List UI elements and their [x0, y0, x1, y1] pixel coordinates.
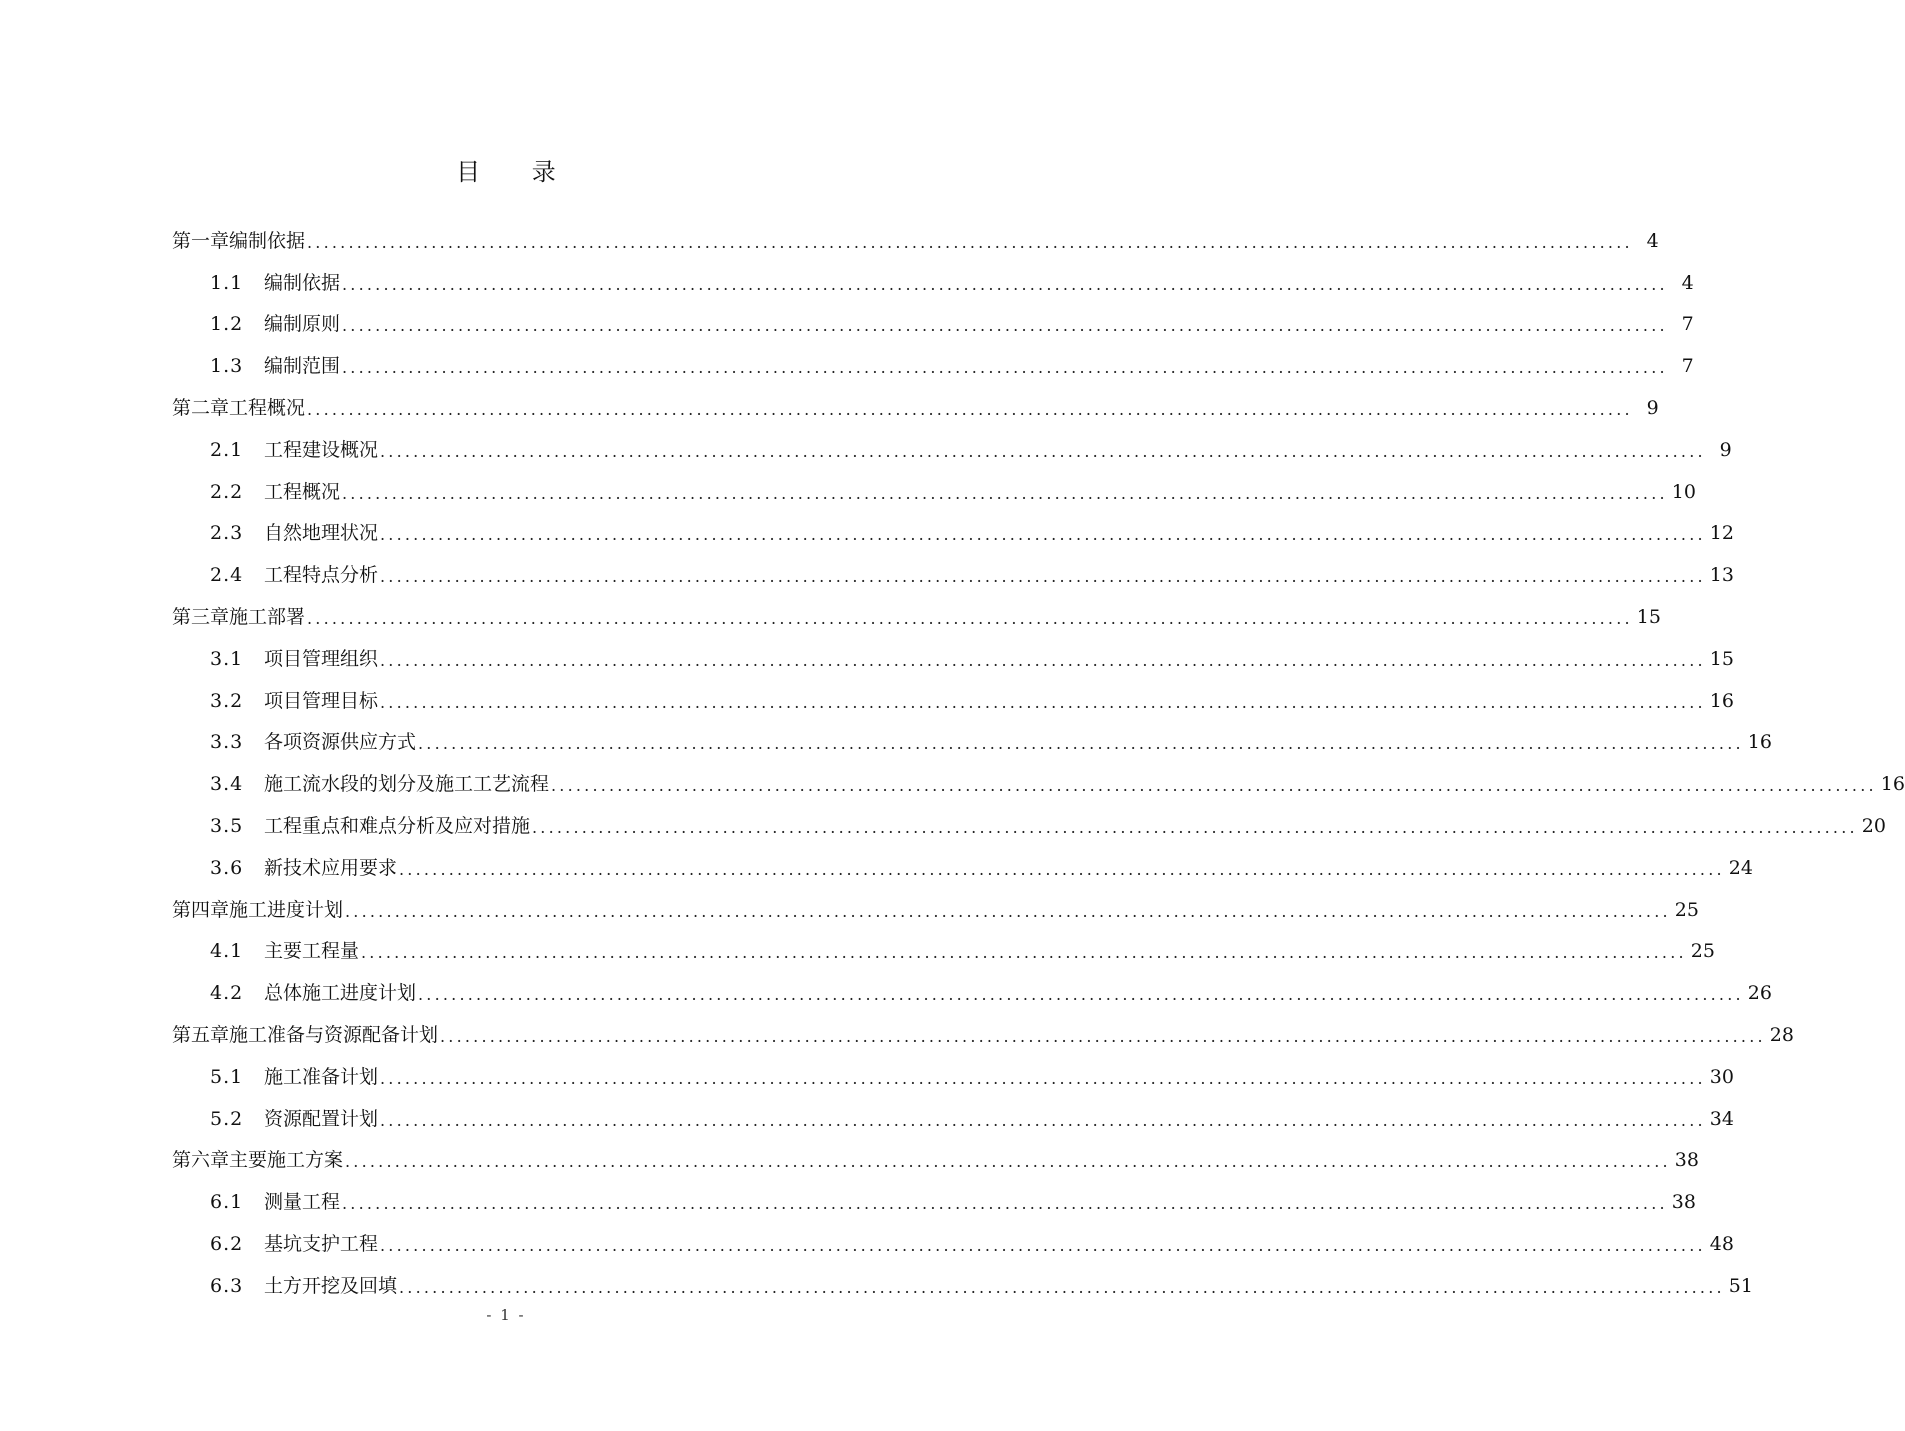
toc-entry-title: 新技术应用要求 — [264, 856, 398, 879]
toc-leader-dots: ................................................................................................................................................................ — [399, 1277, 1725, 1297]
toc-entry-page: 16 — [1709, 689, 1734, 712]
toc-entry-title: 工程重点和难点分析及应对措施 — [264, 815, 531, 838]
toc-entry-page: 15 — [1709, 647, 1734, 670]
toc-entry-title: 工程建设概况 — [264, 438, 379, 461]
toc-entry-chapter[interactable] — [172, 220, 1659, 262]
toc-entry-page: 12 — [1709, 522, 1734, 545]
toc-entry-number: 4.1 — [210, 940, 244, 963]
toc-entry-title: 编制范围 — [264, 355, 341, 378]
toc-entry-number: 6.3 — [210, 1274, 244, 1297]
table-of-contents — [172, 220, 1905, 1307]
toc-entry-section[interactable] — [172, 805, 1886, 847]
toc-leader-dots: ................................................................................................................................................................ — [380, 1110, 1706, 1130]
toc-entry-title: 编制依据 — [264, 271, 341, 294]
toc-leader-dots: ................................................................................................................................................................ — [418, 985, 1744, 1005]
toc-entry-section[interactable] — [172, 471, 1696, 513]
toc-entry-number: 6.2 — [210, 1233, 244, 1256]
toc-entry-number: 3.5 — [210, 815, 244, 838]
toc-entry-title: 施工流水段的划分及施工工艺流程 — [264, 773, 550, 796]
toc-entry-number: 2.1 — [210, 438, 244, 461]
toc-entry-page: 9 — [1719, 438, 1732, 461]
toc-entry-number: 3.2 — [210, 689, 244, 712]
toc-entry-number: 2.3 — [210, 522, 244, 545]
toc-entry-title: 施工准备计划 — [264, 1065, 379, 1088]
toc-entry-page: 38 — [1674, 1149, 1699, 1172]
toc-entry-page: 16 — [1880, 773, 1905, 796]
toc-entry-section[interactable] — [172, 972, 1772, 1014]
toc-leader-dots: ................................................................................................................................................................ — [307, 609, 1633, 629]
toc-entry-page: 24 — [1728, 856, 1753, 879]
toc-entry-number: 3.6 — [210, 856, 244, 879]
toc-entry-section[interactable] — [172, 345, 1694, 387]
toc-entry-chapter[interactable] — [172, 1140, 1699, 1182]
toc-leader-dots: ................................................................................................................................................................ — [380, 525, 1706, 545]
toc-entry-section[interactable] — [172, 638, 1734, 680]
toc-entry-number: 1.3 — [210, 355, 244, 378]
toc-entry-title: 第一章编制依据 — [172, 229, 306, 252]
toc-entry-number: 3.4 — [210, 773, 244, 796]
toc-leader-dots: ................................................................................................................................................................ — [418, 734, 1744, 754]
toc-entry-page: 4 — [1681, 271, 1694, 294]
toc-entry-section[interactable] — [172, 1181, 1696, 1223]
toc-entry-number: 5.1 — [210, 1065, 244, 1088]
toc-entry-number: 4.2 — [210, 982, 244, 1005]
toc-entry-number: 2.2 — [210, 480, 244, 503]
toc-entry-title: 自然地理状况 — [264, 522, 379, 545]
toc-leader-dots: ................................................................................................................................................................ — [380, 1068, 1706, 1088]
toc-entry-title: 第二章工程概况 — [172, 397, 306, 420]
toc-entry-page: 25 — [1674, 898, 1699, 921]
toc-entry-page: 26 — [1747, 982, 1772, 1005]
toc-leader-dots: ................................................................................................................................................................ — [361, 943, 1687, 963]
toc-entry-number: 3.3 — [210, 731, 244, 754]
toc-entry-title: 第四章施工进度计划 — [172, 898, 344, 921]
toc-entry-title: 主要工程量 — [264, 940, 360, 963]
toc-entry-chapter[interactable] — [172, 387, 1659, 429]
toc-entry-title: 资源配置计划 — [264, 1107, 379, 1130]
toc-leader-dots: ................................................................................................................................................................ — [532, 818, 1858, 838]
toc-entry-page: 51 — [1728, 1274, 1753, 1297]
toc-entry-section[interactable] — [172, 722, 1772, 764]
toc-entry-page: 4 — [1646, 229, 1659, 252]
toc-entry-page: 28 — [1769, 1024, 1794, 1047]
toc-entry-section[interactable] — [172, 513, 1734, 555]
toc-entry-number: 1.1 — [210, 271, 244, 294]
toc-entry-section[interactable] — [172, 1223, 1734, 1265]
toc-entry-title: 工程特点分析 — [264, 564, 379, 587]
toc-entry-section[interactable] — [172, 554, 1734, 596]
toc-leader-dots: ................................................................................................................................................................ — [345, 1152, 1671, 1172]
toc-entry-title: 编制原则 — [264, 313, 341, 336]
toc-entry-section[interactable] — [172, 680, 1734, 722]
toc-leader-dots: ................................................................................................................................................................ — [380, 1236, 1706, 1256]
toc-entry-page: 15 — [1636, 606, 1661, 629]
page-title: 目 录 — [456, 158, 578, 186]
toc-leader-dots: ................................................................................................................................................................ — [307, 400, 1633, 420]
toc-leader-dots: ................................................................................................................................................................ — [307, 232, 1633, 252]
toc-entry-title: 第三章施工部署 — [172, 606, 306, 629]
toc-leader-dots: ................................................................................................................................................................ — [380, 692, 1706, 712]
toc-leader-dots: ................................................................................................................................................................ — [342, 483, 1668, 503]
toc-entry-page: 30 — [1709, 1065, 1734, 1088]
toc-leader-dots: ................................................................................................................................................................ — [380, 650, 1706, 670]
toc-entry-number: 1.2 — [210, 313, 244, 336]
toc-entry-chapter[interactable] — [172, 889, 1699, 931]
toc-entry-page: 48 — [1709, 1233, 1734, 1256]
toc-entry-title: 基坑支护工程 — [264, 1233, 379, 1256]
toc-entry-section[interactable] — [172, 763, 1905, 805]
toc-entry-title: 第五章施工准备与资源配备计划 — [172, 1024, 439, 1047]
toc-leader-dots: ................................................................................................................................................................ — [380, 567, 1706, 587]
page-number-footer: - 1 - — [486, 1306, 526, 1324]
toc-entry-title: 项目管理目标 — [264, 689, 379, 712]
toc-entry-number: 5.2 — [210, 1107, 244, 1130]
toc-entry-number: 3.1 — [210, 647, 244, 670]
toc-leader-dots: ................................................................................................................................................................ — [380, 441, 1706, 461]
toc-entry-title: 总体施工进度计划 — [264, 982, 417, 1005]
toc-entry-page: 9 — [1646, 397, 1659, 420]
toc-leader-dots: ................................................................................................................................................................ — [342, 316, 1668, 336]
toc-entry-page: 25 — [1690, 940, 1715, 963]
toc-entry-title: 测量工程 — [264, 1191, 341, 1214]
toc-entry-title: 第六章主要施工方案 — [172, 1149, 344, 1172]
toc-entry-title: 各项资源供应方式 — [264, 731, 417, 754]
toc-entry-page: 16 — [1747, 731, 1772, 754]
toc-entry-chapter[interactable] — [172, 596, 1661, 638]
toc-entry-section[interactable] — [172, 931, 1715, 973]
toc-leader-dots: ................................................................................................................................................................ — [440, 1027, 1766, 1047]
toc-entry-number: 6.1 — [210, 1191, 244, 1214]
toc-entry-page: 20 — [1861, 815, 1886, 838]
toc-entry-section[interactable] — [172, 1056, 1734, 1098]
toc-leader-dots: ................................................................................................................................................................ — [399, 859, 1725, 879]
toc-entry-page: 34 — [1709, 1107, 1734, 1130]
toc-entry-page: 13 — [1709, 564, 1734, 587]
toc-entry-section[interactable] — [172, 1265, 1753, 1307]
toc-entry-section[interactable] — [172, 847, 1753, 889]
toc-entry-title: 项目管理组织 — [264, 647, 379, 670]
toc-entry-section[interactable] — [172, 1098, 1734, 1140]
toc-entry-title: 工程概况 — [264, 480, 341, 503]
toc-leader-dots: ................................................................................................................................................................ — [342, 1194, 1668, 1214]
toc-leader-dots: ................................................................................................................................................................ — [342, 358, 1668, 378]
toc-entry-page: 7 — [1681, 355, 1694, 378]
toc-entry-title: 土方开挖及回填 — [264, 1274, 398, 1297]
toc-entry-page: 10 — [1671, 480, 1696, 503]
toc-entry-chapter[interactable] — [172, 1014, 1794, 1056]
toc-leader-dots: ................................................................................................................................................................ — [345, 901, 1671, 921]
toc-entry-page: 7 — [1681, 313, 1694, 336]
toc-entry-page: 38 — [1671, 1191, 1696, 1214]
toc-entry-section[interactable] — [172, 429, 1732, 471]
toc-entry-number: 2.4 — [210, 564, 244, 587]
toc-entry-section[interactable] — [172, 262, 1694, 304]
toc-leader-dots: ................................................................................................................................................................ — [551, 776, 1877, 796]
toc-leader-dots: ................................................................................................................................................................ — [342, 274, 1668, 294]
toc-entry-section[interactable] — [172, 304, 1694, 346]
